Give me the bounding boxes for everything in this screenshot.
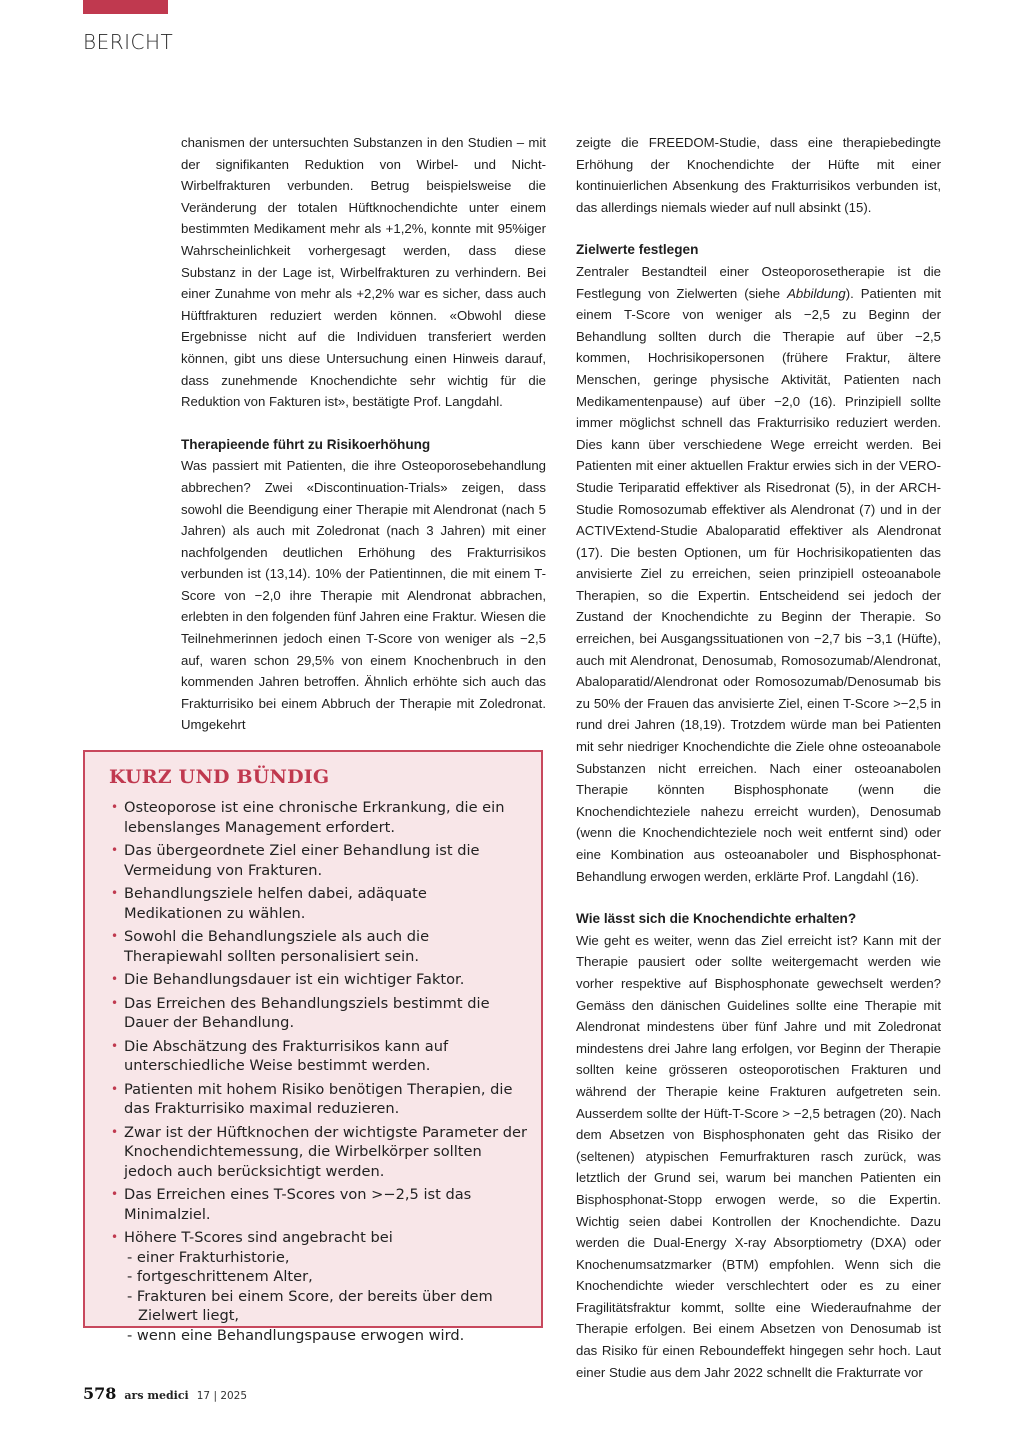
section-label: BERICHT bbox=[83, 30, 174, 54]
summary-list bbox=[109, 798, 529, 1349]
summary-item-text: Das Erreichen des Behandlungsziels bestimmt die Dauer der Behandlung. bbox=[124, 994, 490, 1031]
body-paragraph: Was passiert mit Patienten, die ihre Osteoporosebehandlung abbrechen? Zwei «Discontinuation-Trials» zeigen, dass sowohl die Beendigung einer Therapie mit Alendronat (nach 5 Jahren) als auch mit Zoledronat (nach 3 Jahren) mit einer nachfolgenden deutlichen Erhöhung des Frakturrisikos verbunden ist (13,14). 10% der Patientinnen, die mit einem T-Score von −2,0 ihre Therapie mit Alendronat abbrachen, erlebten in den folgenden fünf Jahren eine Fraktur. Wiesen die Teilnehmerinnen jedoch einen T-Score von weniger als −2,5 auf, waren schon 29,5% von einem Knochenbruch in den kommenden Jahren betroffen. Ähnlich erhöhte sich auch das Frakturrisiko bei einem Abbruch der Therapie mit Zoledronat. Umgekehrt bbox=[181, 458, 546, 733]
summary-item bbox=[109, 1080, 529, 1119]
summary-item bbox=[109, 1123, 529, 1182]
summary-item bbox=[109, 884, 529, 923]
section-accent-bar bbox=[83, 0, 168, 14]
summary-item-text: Patienten mit hohem Risiko benötigen Therapien, die das Frakturrisiko maximal reduzieren. bbox=[124, 1080, 513, 1117]
summary-item-text: Höhere T-Scores sind angebracht bei bbox=[124, 1229, 393, 1246]
summary-item bbox=[109, 927, 529, 966]
summary-subitem: - fortgeschrittenem Alter, bbox=[127, 1268, 313, 1285]
bullet-icon: • bbox=[111, 972, 119, 986]
bullet-icon: • bbox=[111, 843, 119, 857]
summary-item bbox=[109, 841, 529, 880]
summary-item-text: Das übergeordnete Ziel einer Behandlung ist die Vermeidung von Frakturen. bbox=[124, 842, 480, 879]
page-footer bbox=[83, 1384, 247, 1403]
summary-item bbox=[109, 994, 529, 1033]
issue-number: 17 | 2025 bbox=[196, 1390, 248, 1402]
summary-item-text: Sowohl die Behandlungsziele als auch die Therapiewahl sollten personalisiert sein. bbox=[124, 928, 430, 965]
subheading: Wie lässt sich die Knochendichte erhalten? bbox=[576, 911, 857, 927]
summary-item-text: Die Abschätzung des Frakturrisikos kann auf unterschiedliche Weise bestimmt werden. bbox=[124, 1037, 449, 1074]
bullet-icon: • bbox=[111, 929, 119, 943]
body-paragraph: chanismen der untersuchten Substanzen in den Studien – mit der signifikanten Reduktion von Wirbel- und Nicht-Wirbelfrakturen verbunden. Betrug beispielsweise die Veränderung der totalen Hüftknochendichte unter einem bestimmten Medikament mehr als +1,2%, konnte mit 95%iger Wahrscheinlichkeit vorhergesagt werden, dass diese Substanz in der Lage ist, Wirbelfrakturen zu verhindern. Bei einer Zunahme von mehr als +2,2% war es sicher, dass auch Hüftfrakturen reduziert werden können. «Obwohl diese Ergebnisse nicht auf die Individuen transferiert werden können, gibt uns diese Untersuchung einen Hinweis darauf, dass zunehmende Knochendichte sehr wichtig für die Reduktion von Fakturen ist», bestätigte Prof. Langdahl. bbox=[181, 135, 546, 410]
summary-box-title: KURZ UND BÜNDIG bbox=[109, 766, 330, 788]
bullet-icon: • bbox=[111, 1124, 119, 1139]
journal-name: ars medici bbox=[124, 1389, 189, 1402]
left-column bbox=[181, 132, 546, 736]
bullet-icon: • bbox=[111, 886, 119, 900]
bullet-icon: • bbox=[111, 1038, 119, 1053]
bullet-icon: • bbox=[111, 995, 119, 1010]
summary-item bbox=[109, 970, 529, 990]
summary-item bbox=[109, 798, 529, 837]
bullet-icon: • bbox=[111, 800, 119, 814]
summary-subitem: - wenn eine Behandlungspause erwogen wird. bbox=[127, 1326, 465, 1344]
body-paragraph: Wie geht es weiter, wenn das Ziel erreicht ist? Kann mit der Therapie pausiert oder sollte weitergemacht werden wie vorher respektive auf Bisphosphonate gewechselt werden? Gemäss den dänischen Guidelines sollte eine Therapie mit Alendronat mindestens über fünf Jahre und mit Zoledronat mindestens drei Jahre lang erfolgen, vor Beginn der Therapie sollten keine grösseren osteoporotischen Frakturen und während der Therapie keine Frakturen aufgetreten sein. Ausserdem sollte der Hüft-T-Score > −2,5 betragen (20). Nach dem Absetzen von Bisphosphonaten geht das Risiko der (seltenen) atypischen Femurfrakturen rasch zurück, was letztlich der Grund sei, warum bei manchen Patienten ein Bisphosphonat-Stopp erwogen werde, so die Expertin. Wichtig seien dabei Kontrollen der Knochendichte. Dazu werden die Dual-Energy X-ray Absorptiometry (DXA) oder Knochenumsatzmarker (BTM) empfohlen. Wenn sich die Knochendichte wieder verschlechtert oder es zu einer Fragilitätsfraktur kommt, sollte eine Wiederaufnahme der Therapie erfolgen. Bei einem Absetzen von Denosumab ist das Risiko für einen Reboundeffekt hingegen sehr hoch. Laut einer Studie aus dem Jahr 2022 schnellt die Frakturrate vor bbox=[576, 932, 941, 1380]
summary-item bbox=[109, 1228, 529, 1345]
subheading: Zielwerte festlegen bbox=[576, 242, 699, 258]
bullet-icon: • bbox=[111, 1230, 119, 1244]
subheading: Therapieende führt zu Risikoerhöhung bbox=[181, 436, 431, 452]
bullet-icon: • bbox=[111, 1187, 119, 1201]
summary-subitem: - Frakturen bei einem Score, der bereits über dem Zielwert liegt, bbox=[127, 1287, 493, 1324]
text-run: Zentraler Bestandteil einer Osteoporosetherapie ist die Festlegung von Zielwerten (siehe bbox=[576, 263, 941, 301]
body-paragraph: zeigte die FREEDOM-Studie, dass eine therapiebedingte Erhöhung der Knochendichte der Hüfte mit einer kontinuierlichen Absenkung des Frakturrisikos verbunden ist, das allerdings niemals wieder auf null absinkt (15). bbox=[576, 135, 941, 215]
text-run: ). Patienten mit einem T-Score von weniger als −2,5 zu Beginn der Behandlung sollten durch die Therapie auf über −2,5 kommen, Hochrisikopersonen (frühere Fraktur, ältere Menschen, geringe physische Aktivität, Patienten nach Medikamentenpause) auf über −2,0 (16). Prinzipiell sollte immer möglichst schnell das Frakturrisiko reduziert werden. Dies kann über verschiedene Wege erreicht werden. Bei Patienten mit einer aktuellen Fraktur erwies sich in der VERO-Studie Teriparatid effektiver als Risedronat (5), in der ARCH-Studie Romosozumab effektiver als Alendronat (7) und in der ACTIVExtend-Studie Abaloparatid effektiver als Alendronat (17). Die besten Optionen, um für Hochrisikopatienten das anvisierte Ziel zu erreichen, seien prinzipiell osteoanabole Therapien, so die Expertin. Entscheidend sei jedoch der Zustand der Knochendichte zu Beginn der Therapie. So erreichen, bei Ausgangssituationen von −2,7 bis −3,1 (Hüfte), auch mit Alendronat, Denosumab, Romosozumab/Alendronat, Abaloparatid/Alendronat oder Romosozumab/Denosumab bis zu 50% der Frauen das anvisierte Ziel, einen T-Score >−2,5 in rund drei Jahren (18,19). Trotzdem würde man bei Patienten mit sehr niedriger Knochendichte die Ziele ohne osteoanabole Substanzen nicht erreichen. Nach einer osteoanabolen Therapie könnten Bisphosphonate (wenn die Knochendichteziele nahezu erreicht wurden), Denosumab (wenn die Knochendichteziele noch weit entfernt sind) oder eine Kombination aus osteoanaboler und Bisphosphonat-Behandlung erwogen werden, erklärte Prof. Langdahl (16). bbox=[576, 285, 941, 884]
summary-subitem: - einer Frakturhistorie, bbox=[127, 1248, 290, 1266]
right-column bbox=[576, 132, 941, 1383]
page-number: 578 bbox=[83, 1384, 117, 1403]
summary-item-text: Osteoporose ist eine chronische Erkrankung, die ein lebenslanges Management erfordert. bbox=[124, 799, 505, 836]
body-paragraph bbox=[576, 261, 941, 887]
bullet-icon: • bbox=[111, 1081, 119, 1096]
figure-reference: Abbildung bbox=[787, 285, 846, 301]
summary-item bbox=[109, 1037, 529, 1076]
summary-item-text: Behandlungsziele helfen dabei, adäquate Medikationen zu wählen. bbox=[124, 885, 427, 922]
summary-item-text: Zwar ist der Hüftknochen der wichtigste Parameter der Knochendichtemessung, die Wirbelkörper sollten jedoch auch berücksichtigt werden. bbox=[124, 1123, 527, 1180]
summary-item-text: Das Erreichen eines T-Scores von >−2,5 ist das Minimalziel. bbox=[124, 1186, 472, 1223]
summary-item bbox=[109, 1185, 529, 1224]
summary-box bbox=[83, 750, 543, 1344]
summary-item-text: Die Behandlungsdauer ist ein wichtiger Faktor. bbox=[124, 971, 465, 988]
